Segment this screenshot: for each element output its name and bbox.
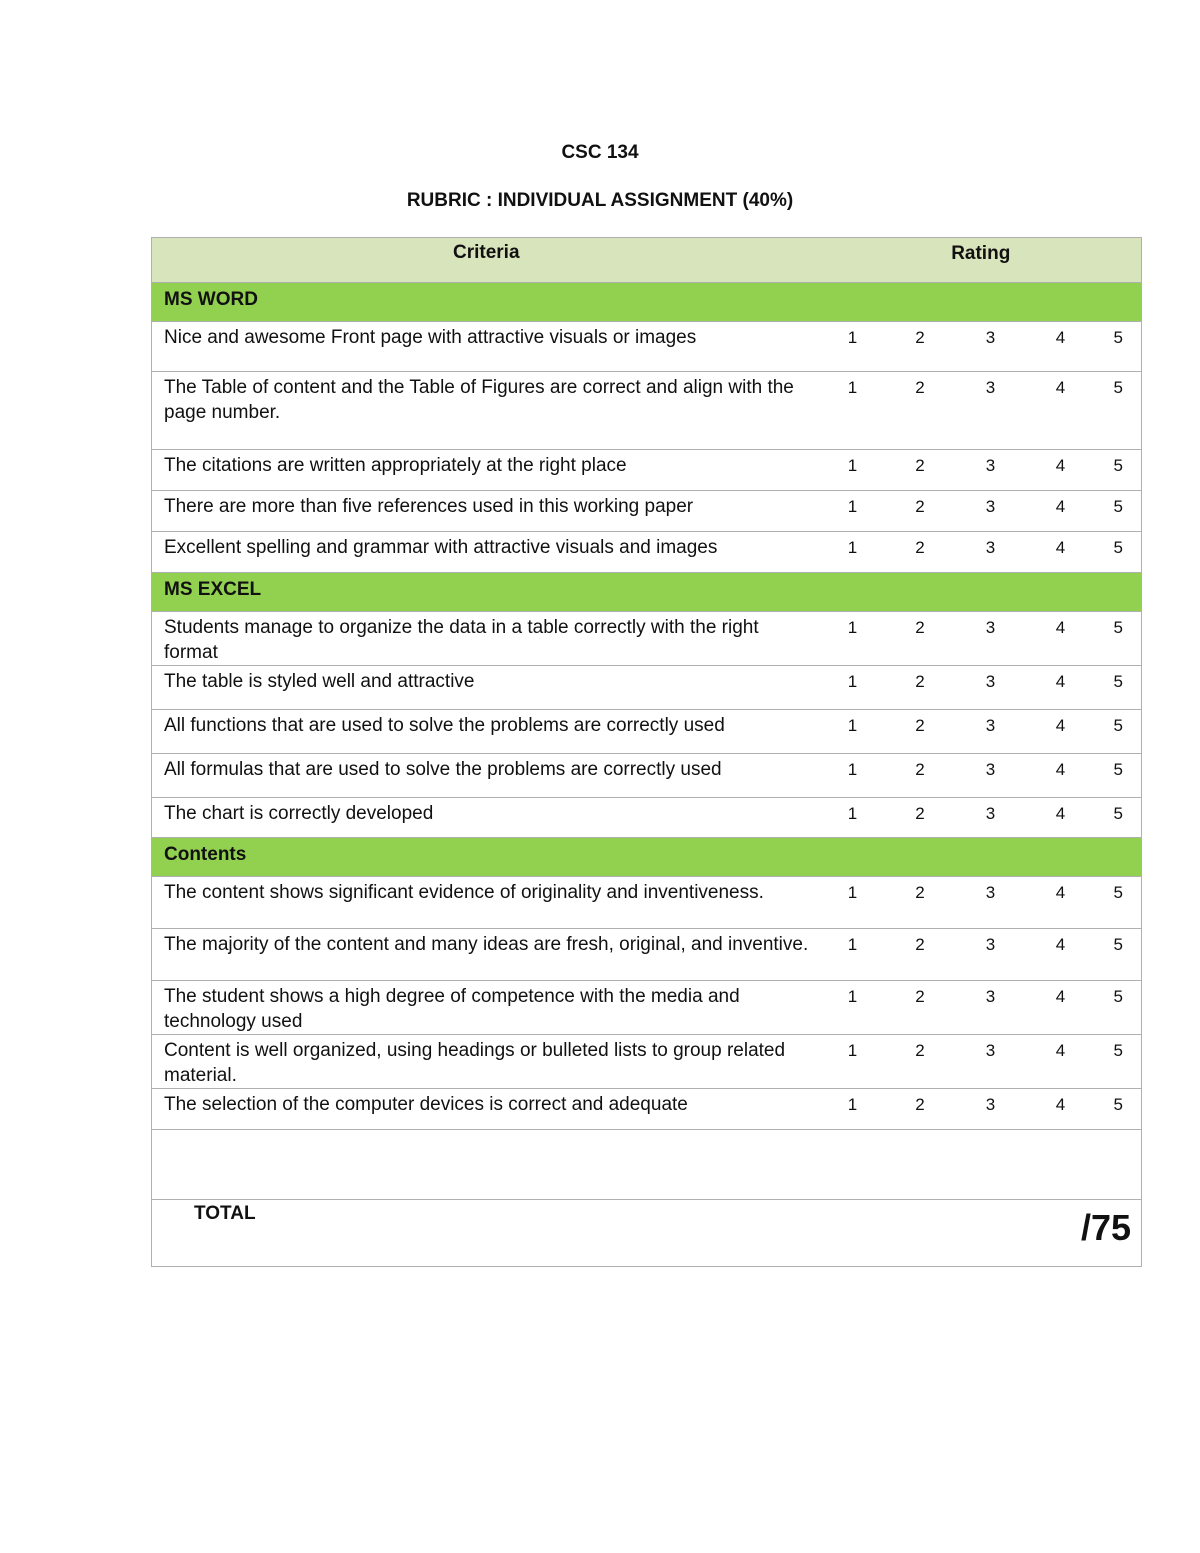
rating-option-2: 2 bbox=[885, 532, 956, 573]
table-row bbox=[152, 877, 1142, 929]
rating-option-5: 5 bbox=[1096, 754, 1142, 798]
course-title: CSC 134 bbox=[561, 142, 639, 163]
rating-option-4: 4 bbox=[1026, 322, 1096, 372]
rating-header: Rating bbox=[821, 238, 1142, 283]
rating-option-2: 2 bbox=[885, 798, 956, 838]
section-title: Contents bbox=[164, 844, 247, 865]
rating-option-4: 4 bbox=[1026, 1035, 1096, 1089]
section-cell bbox=[152, 283, 1142, 322]
rating-option-1: 1 bbox=[821, 754, 885, 798]
rating-option-2: 2 bbox=[885, 322, 956, 372]
rating-option-3: 3 bbox=[956, 322, 1026, 372]
rating-option-4: 4 bbox=[1026, 981, 1096, 1035]
rating-option-1: 1 bbox=[821, 798, 885, 838]
rating-option-3: 3 bbox=[956, 710, 1026, 754]
rating-option-2: 2 bbox=[885, 491, 956, 532]
section-title: MS EXCEL bbox=[164, 579, 262, 600]
table-row bbox=[152, 1089, 1142, 1130]
rating-option-3: 3 bbox=[956, 929, 1026, 981]
criterion-text: All functions that are used to solve the problems are correctly used bbox=[152, 710, 821, 754]
rating-option-3: 3 bbox=[956, 612, 1026, 666]
rating-option-5: 5 bbox=[1096, 372, 1142, 450]
table-row bbox=[152, 798, 1142, 838]
criterion-text: There are more than five references used in this working paper bbox=[152, 491, 821, 532]
rating-option-3: 3 bbox=[956, 877, 1026, 929]
rating-option-4: 4 bbox=[1026, 450, 1096, 491]
rating-option-1: 1 bbox=[821, 491, 885, 532]
rating-option-1: 1 bbox=[821, 981, 885, 1035]
rating-option-1: 1 bbox=[821, 666, 885, 710]
rating-option-1: 1 bbox=[821, 929, 885, 981]
rating-option-4: 4 bbox=[1026, 491, 1096, 532]
table-row bbox=[152, 450, 1142, 491]
total-row bbox=[152, 1200, 1142, 1267]
rating-option-2: 2 bbox=[885, 1035, 956, 1089]
table-row bbox=[152, 710, 1142, 754]
rating-option-2: 2 bbox=[885, 754, 956, 798]
rating-option-1: 1 bbox=[821, 372, 885, 450]
criterion-text: The selection of the computer devices is correct and adequate bbox=[152, 1089, 821, 1130]
table-row bbox=[152, 612, 1142, 666]
rating-option-3: 3 bbox=[956, 981, 1026, 1035]
rating-option-4: 4 bbox=[1026, 372, 1096, 450]
rating-option-2: 2 bbox=[885, 612, 956, 666]
criterion-text: All formulas that are used to solve the problems are correctly used bbox=[152, 754, 821, 798]
rubric-title: RUBRIC : INDIVIDUAL ASSIGNMENT (40%) bbox=[406, 190, 794, 211]
criterion-text: Students manage to organize the data in a table correctly with the right format bbox=[152, 612, 821, 666]
rating-option-1: 1 bbox=[821, 710, 885, 754]
criterion-text: Nice and awesome Front page with attractive visuals or images bbox=[152, 322, 821, 372]
table-row bbox=[152, 666, 1142, 710]
table-row bbox=[152, 754, 1142, 798]
rating-option-2: 2 bbox=[885, 929, 956, 981]
rating-option-2: 2 bbox=[885, 710, 956, 754]
rating-option-1: 1 bbox=[821, 322, 885, 372]
section-cell bbox=[152, 573, 1142, 612]
rating-option-4: 4 bbox=[1026, 754, 1096, 798]
table-row bbox=[152, 322, 1142, 372]
rating-option-3: 3 bbox=[956, 798, 1026, 838]
rating-option-2: 2 bbox=[885, 666, 956, 710]
criterion-text: The student shows a high degree of competence with the media and technology used bbox=[152, 981, 821, 1035]
rating-option-1: 1 bbox=[821, 1035, 885, 1089]
section-row-ms-excel bbox=[152, 573, 1142, 612]
table-row bbox=[152, 372, 1142, 450]
rating-option-1: 1 bbox=[821, 877, 885, 929]
rating-option-4: 4 bbox=[1026, 710, 1096, 754]
rating-option-5: 5 bbox=[1096, 666, 1142, 710]
rating-option-3: 3 bbox=[956, 1035, 1026, 1089]
criterion-text: The chart is correctly developed bbox=[152, 798, 821, 838]
rating-option-3: 3 bbox=[956, 532, 1026, 573]
rating-option-4: 4 bbox=[1026, 532, 1096, 573]
rating-option-1: 1 bbox=[821, 1089, 885, 1130]
total-label: TOTAL bbox=[194, 1203, 256, 1224]
rating-option-1: 1 bbox=[821, 612, 885, 666]
criterion-text: The table is styled well and attractive bbox=[152, 666, 821, 710]
criterion-text: Content is well organized, using headings or bulleted lists to group related material. bbox=[152, 1035, 821, 1089]
rating-option-5: 5 bbox=[1096, 450, 1142, 491]
rating-option-4: 4 bbox=[1026, 1089, 1096, 1130]
rubric-body bbox=[152, 238, 1142, 1267]
criterion-text: The majority of the content and many ideas are fresh, original, and inventive. bbox=[152, 929, 821, 981]
rating-option-2: 2 bbox=[885, 981, 956, 1035]
rating-option-5: 5 bbox=[1096, 798, 1142, 838]
rating-option-5: 5 bbox=[1096, 981, 1142, 1035]
total-score: /75 bbox=[1026, 1200, 1142, 1267]
table-row bbox=[152, 1035, 1142, 1089]
rating-option-5: 5 bbox=[1096, 1089, 1142, 1130]
blank-row bbox=[152, 1130, 1142, 1200]
rating-option-2: 2 bbox=[885, 372, 956, 450]
rating-option-5: 5 bbox=[1096, 491, 1142, 532]
rating-option-3: 3 bbox=[956, 754, 1026, 798]
section-row-ms-word bbox=[152, 283, 1142, 322]
rating-option-4: 4 bbox=[1026, 798, 1096, 838]
rating-option-5: 5 bbox=[1096, 877, 1142, 929]
table-row bbox=[152, 532, 1142, 573]
rating-option-5: 5 bbox=[1096, 1035, 1142, 1089]
criterion-text: Excellent spelling and grammar with attractive visuals and images bbox=[152, 532, 821, 573]
rating-option-3: 3 bbox=[956, 372, 1026, 450]
rating-option-5: 5 bbox=[1096, 929, 1142, 981]
rating-option-3: 3 bbox=[956, 450, 1026, 491]
rating-option-3: 3 bbox=[956, 666, 1026, 710]
rating-option-2: 2 bbox=[885, 877, 956, 929]
section-row-contents bbox=[152, 838, 1142, 877]
blank-cell bbox=[152, 1130, 1142, 1200]
criterion-text: The content shows significant evidence of originality and inventiveness. bbox=[152, 877, 821, 929]
criterion-text: The Table of content and the Table of Figures are correct and align with the page number. bbox=[152, 372, 821, 450]
rating-option-4: 4 bbox=[1026, 666, 1096, 710]
table-header-row bbox=[152, 238, 1142, 283]
section-title: MS WORD bbox=[164, 289, 258, 310]
rating-option-5: 5 bbox=[1096, 532, 1142, 573]
rating-option-5: 5 bbox=[1096, 322, 1142, 372]
rating-option-5: 5 bbox=[1096, 710, 1142, 754]
rating-option-4: 4 bbox=[1026, 877, 1096, 929]
rating-option-4: 4 bbox=[1026, 929, 1096, 981]
section-cell bbox=[152, 838, 1142, 877]
rating-option-5: 5 bbox=[1096, 612, 1142, 666]
total-label-cell bbox=[152, 1200, 1026, 1267]
rating-option-1: 1 bbox=[821, 532, 885, 573]
criteria-header: Criteria bbox=[152, 238, 821, 283]
rating-option-3: 3 bbox=[956, 1089, 1026, 1130]
table-row bbox=[152, 491, 1142, 532]
rating-option-4: 4 bbox=[1026, 612, 1096, 666]
criterion-text: The citations are written appropriately at the right place bbox=[152, 450, 821, 491]
rating-option-2: 2 bbox=[885, 1089, 956, 1130]
rating-option-2: 2 bbox=[885, 450, 956, 491]
rating-option-1: 1 bbox=[821, 450, 885, 491]
table-row bbox=[152, 929, 1142, 981]
rating-option-3: 3 bbox=[956, 491, 1026, 532]
table-row bbox=[152, 981, 1142, 1035]
rubric-table bbox=[151, 237, 1142, 1267]
